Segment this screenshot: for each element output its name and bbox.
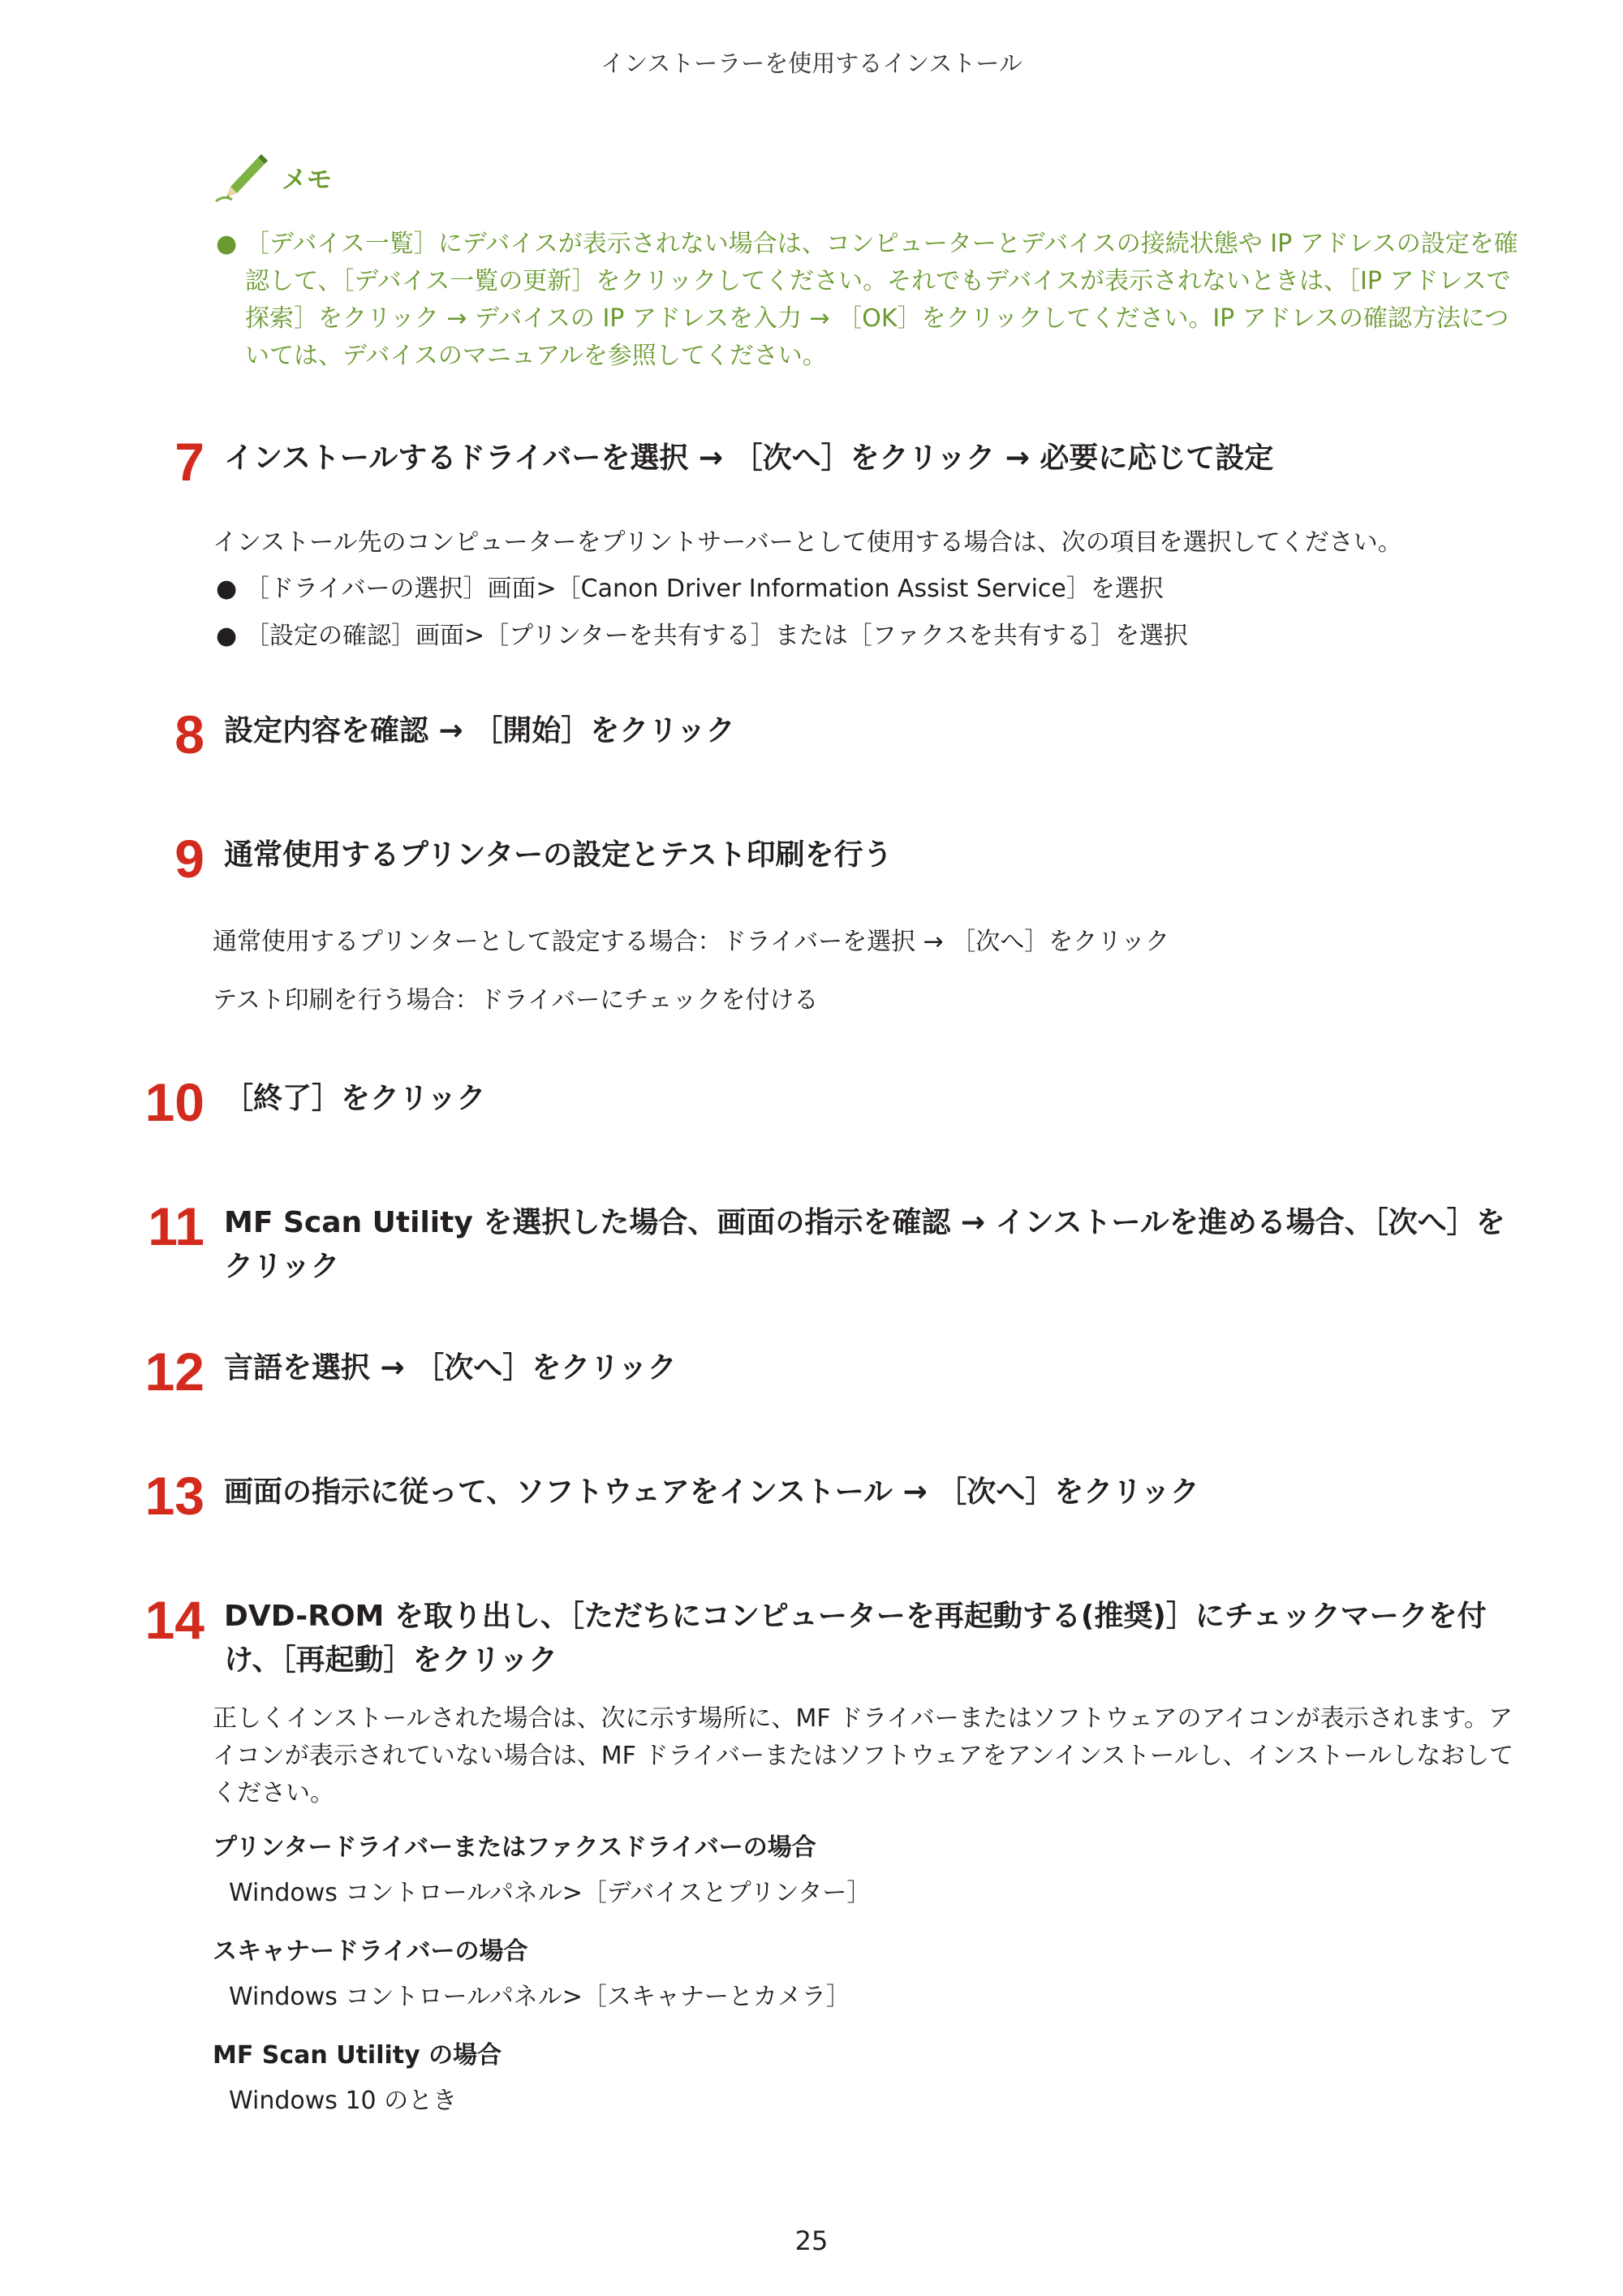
pencil-icon — [213, 151, 269, 205]
step-title: 画面の指示に従って、ソフトウェアをインストール → ［次へ］をクリック — [224, 1475, 1199, 1509]
location-path: Windows コントロールパネル>［スキャナーとカメラ］ — [229, 1983, 850, 2011]
step-description: インストール先のコンピューターをプリントサーバーとして使用する場合は、次の項目を選択してください。 — [213, 528, 1402, 557]
location-heading: プリンタードライバーまたはファクスドライバーの場合 — [213, 1833, 816, 1862]
list-item — [213, 613, 1527, 660]
memo-title: メモ — [282, 166, 332, 195]
step-number: 14 — [144, 1590, 204, 1650]
memo-list-item — [213, 226, 1527, 375]
step-line: テスト印刷を行う場合：ドライバーにチェックを付ける — [213, 986, 819, 1014]
step-bullet-list — [213, 566, 1527, 660]
memo-list — [213, 226, 1527, 375]
step-number: 7 — [174, 432, 204, 492]
step-description: 正しくインストールされた場合は、次に示す場所に、MF ドライバーまたはソフトウェアのアイコンが表示されます。アイコンが表示されていない場合は、MF ドライバーまたはソフトウェアをアンインストールし、インストールしなおしてください。 — [213, 1704, 1514, 1807]
location-heading: スキャナードライバーの場合 — [213, 1937, 528, 1966]
running-header: インストーラーを使用するインストール — [601, 50, 1022, 77]
page-number: 25 — [794, 2225, 829, 2256]
bullet-icon: ● — [216, 230, 238, 258]
bullet-icon: ● — [216, 622, 238, 650]
step-number: 9 — [174, 829, 204, 889]
step-title: 設定内容を確認 → ［開始］をクリック — [224, 714, 735, 747]
step-number: 12 — [144, 1342, 204, 1402]
list-item-text: ［ドライバーの選択］画面>［Canon Driver Information Assist Service］を選択 — [245, 575, 1164, 603]
step-line: 通常使用するプリンターとして設定する場合：ドライバーを選択 → ［次へ］をクリック — [213, 928, 1170, 956]
step-title: 通常使用するプリンターの設定とテスト印刷を行う — [224, 838, 893, 872]
step-title: MF Scan Utility を選択した場合、画面の指示を確認 → インストールを進める場合、［次へ］をクリック — [224, 1206, 1505, 1283]
step-number: 13 — [144, 1466, 204, 1526]
step-number: 11 — [148, 1196, 204, 1256]
location-path: Windows コントロールパネル>［デバイスとプリンター］ — [229, 1879, 872, 1907]
step-number: 8 — [174, 704, 204, 765]
step-title: ［終了］をクリック — [224, 1082, 486, 1115]
memo-item-text: ［デバイス一覧］にデバイスが表示されない場合は、コンピューターとデバイスの接続状態や IP アドレスの設定を確認して、［デバイス一覧の更新］をクリックしてください。それでもデバイスが表示されないときは、［IP アドレスで探索］をクリック → デバイスの IP アドレスを入力 → ［OK］をクリックしてください。IP アドレスの確認方法については、デバイスのマニュアルを参照してください。 — [245, 230, 1518, 370]
bullet-icon: ● — [216, 575, 238, 603]
list-item — [213, 566, 1527, 613]
list-item-text: ［設定の確認］画面>［プリンターを共有する］または［ファクスを共有する］を選択 — [245, 622, 1188, 650]
step-number: 10 — [144, 1072, 204, 1132]
location-path: Windows 10 のとき — [229, 2087, 458, 2115]
step-title: 言語を選択 → ［次へ］をクリック — [224, 1351, 677, 1385]
location-heading: MF Scan Utility の場合 — [213, 2041, 502, 2070]
step-title: インストールするドライバーを選択 → ［次へ］をクリック → 必要に応じて設定 — [224, 442, 1274, 475]
step-title: DVD-ROM を取り出し、［ただちにコンピューターを再起動する(推奨)］にチェックマークを付け、［再起動］をクリック — [224, 1600, 1487, 1677]
